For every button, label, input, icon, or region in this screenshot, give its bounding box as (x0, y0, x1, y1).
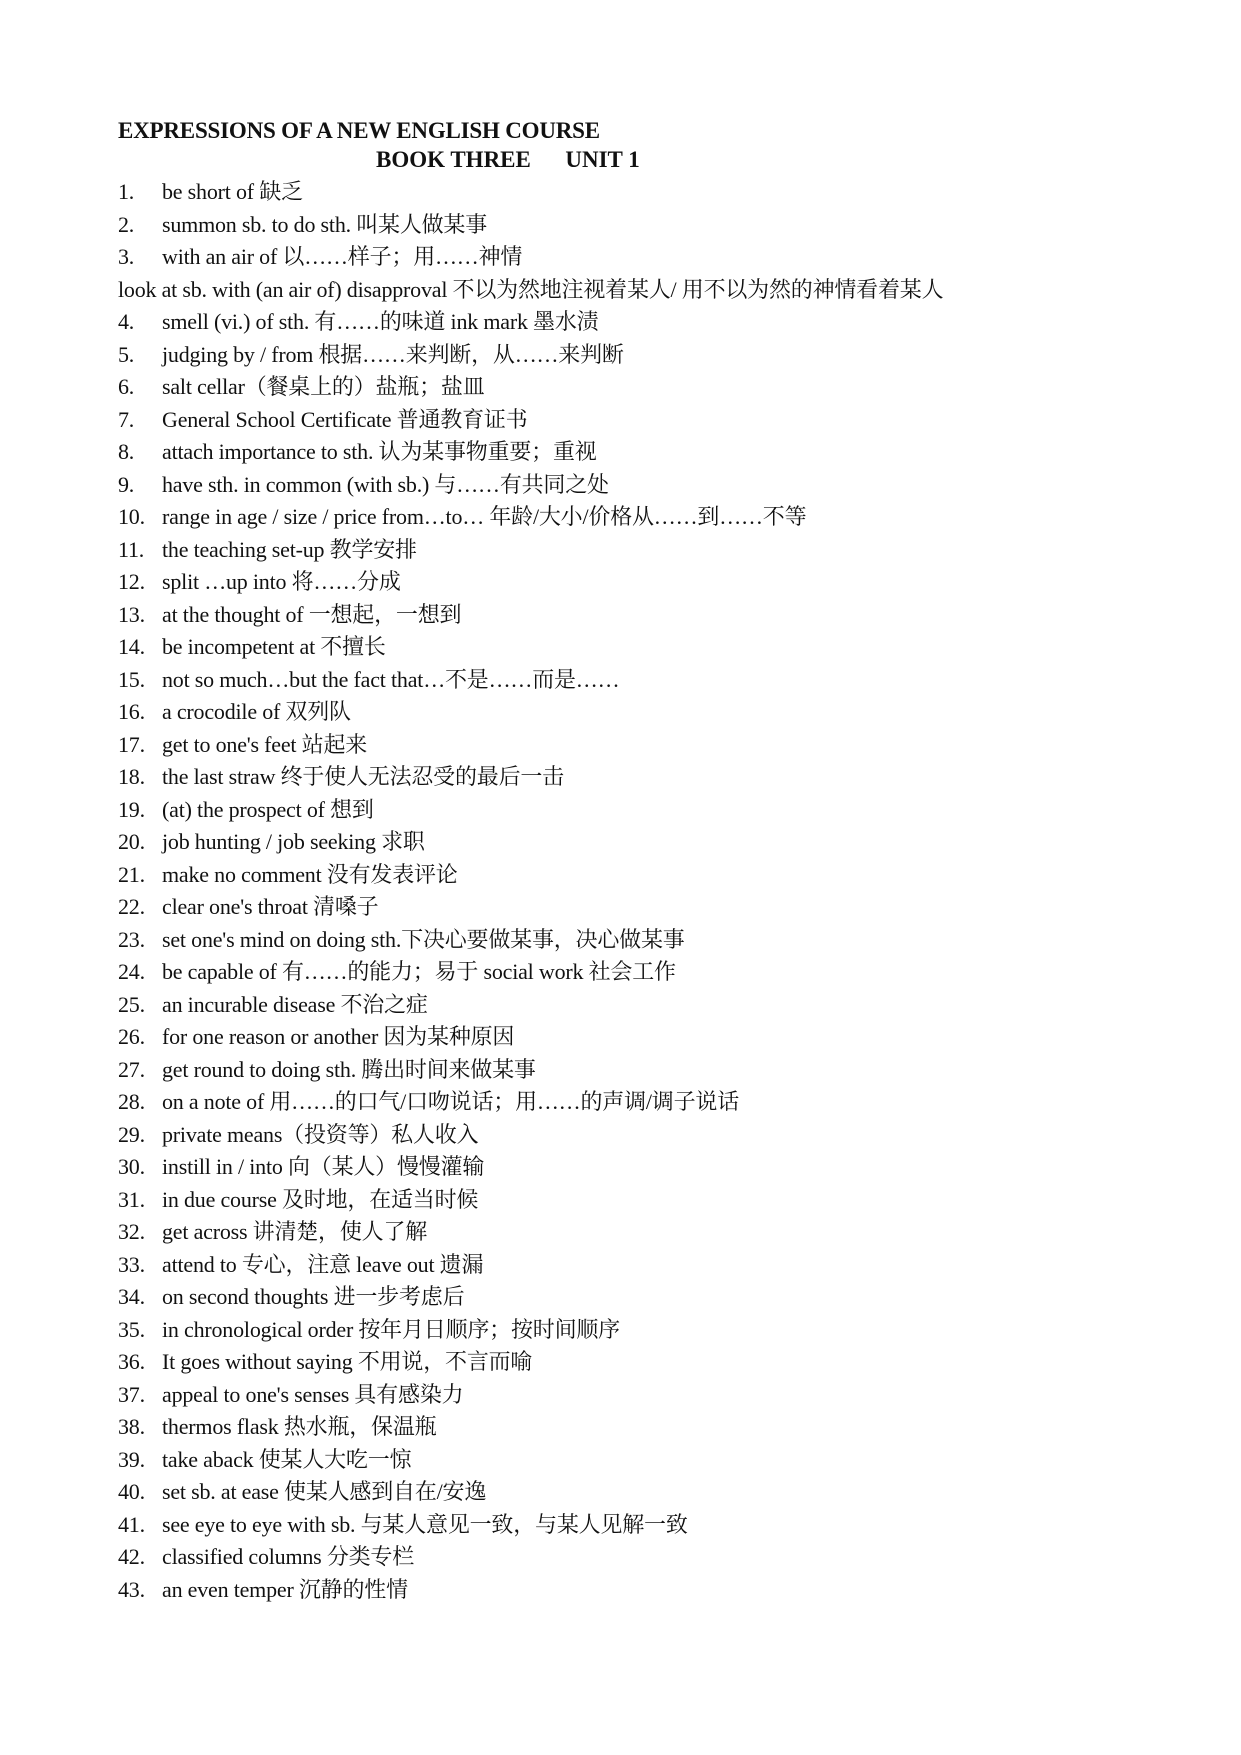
item-number: 39. (118, 1446, 145, 1472)
list-item (118, 989, 1208, 1022)
item-text: range in age / size / price from…to… 年龄/大小/价格从……到……不等 (162, 504, 807, 529)
item-number: 26. (118, 1024, 145, 1049)
list-item (118, 306, 1208, 339)
item-text: not so much…but the fact that…不是……而是…… (162, 666, 620, 692)
item-number: 19. (118, 796, 145, 822)
item-text: with an air of 以……样子；用……神情 (162, 244, 523, 269)
item-number: 4. (118, 309, 135, 334)
document-subtitle: BOOK THREE UNIT 1 (376, 147, 640, 172)
list-item (118, 924, 1208, 957)
item-text: set sb. at ease 使某人感到自在/安逸 (162, 1479, 487, 1504)
item-text: take aback 使某人大吃一惊 (162, 1446, 412, 1472)
list-item (118, 956, 1208, 989)
item-number: 14. (118, 634, 145, 659)
item-text: summon sb. to do sth. 叫某人做某事 (162, 211, 488, 237)
list-item (118, 1216, 1208, 1249)
item-text: get round to doing sth. 腾出时间来做某事 (162, 1056, 536, 1082)
list-item (118, 1476, 1208, 1509)
item-number: 22. (118, 894, 145, 919)
item-text: have sth. in common (with sb.) 与……有共同之处 (162, 471, 609, 497)
item-text: thermos flask 热水瓶，保温瓶 (162, 1414, 437, 1439)
item-number: 40. (118, 1479, 145, 1504)
item-number: 6. (118, 374, 135, 399)
item-text: on second thoughts 进一步考虑后 (162, 1284, 465, 1309)
item-number: 33. (118, 1251, 145, 1277)
item-number: 18. (118, 764, 145, 789)
list-item (118, 1249, 1208, 1282)
item-number: 16. (118, 699, 145, 724)
item-number: 42. (118, 1544, 145, 1569)
item-number: 17. (118, 731, 145, 757)
item-number: 25. (118, 991, 145, 1017)
list-item (118, 274, 1208, 307)
list-item (118, 696, 1208, 729)
list-item (118, 891, 1208, 924)
item-text: split …up into 将……分成 (162, 569, 401, 594)
list-item (118, 501, 1208, 534)
list-item (118, 794, 1208, 827)
list-item (118, 469, 1208, 502)
item-text: get across 讲清楚，使人了解 (162, 1219, 428, 1244)
item-text: on a note of 用……的口气/口吻说话；用……的声调/调子说话 (162, 1089, 739, 1114)
expression-list (118, 176, 1208, 1606)
list-item (118, 436, 1208, 469)
item-text: in due course 及时地，在适当时候 (162, 1186, 479, 1212)
item-text: attend to 专心，注意 leave out 遗漏 (162, 1251, 484, 1277)
list-item (118, 209, 1208, 242)
item-text: for one reason or another 因为某种原因 (162, 1024, 515, 1049)
item-number: 24. (118, 959, 145, 984)
item-number: 9. (118, 471, 135, 497)
item-text: an incurable disease 不治之症 (162, 991, 428, 1017)
item-text: (at) the prospect of 想到 (162, 796, 374, 822)
item-text: instill in / into 向（某人）慢慢灌输 (162, 1154, 485, 1179)
list-item (118, 859, 1208, 892)
item-text: private means（投资等）私人收入 (162, 1121, 479, 1147)
list-item (118, 534, 1208, 567)
item-number: 5. (118, 341, 135, 367)
item-text: the last straw 终于使人无法忍受的最后一击 (162, 764, 564, 789)
item-text: clear one's throat 清嗓子 (162, 894, 379, 919)
item-number: 7. (118, 406, 135, 432)
item-number: 3. (118, 244, 135, 269)
list-item (118, 761, 1208, 794)
item-text: get to one's feet 站起来 (162, 731, 368, 757)
item-text: be short of 缺乏 (162, 179, 303, 204)
item-text: salt cellar（餐桌上的）盐瓶；盐皿 (162, 374, 485, 399)
item-number: 21. (118, 861, 145, 887)
item-text: be incompetent at 不擅长 (162, 634, 386, 659)
item-number: 20. (118, 829, 145, 854)
list-item (118, 1119, 1208, 1152)
item-number: 29. (118, 1121, 145, 1147)
list-item (118, 1281, 1208, 1314)
item-text: classified columns 分类专栏 (162, 1544, 415, 1569)
item-number: 2. (118, 211, 135, 237)
list-item (118, 631, 1208, 664)
item-number: 12. (118, 569, 145, 594)
item-text: make no comment 没有发表评论 (162, 861, 458, 887)
list-item (118, 1314, 1208, 1347)
item-number: 13. (118, 601, 145, 627)
list-item (118, 599, 1208, 632)
item-number: 34. (118, 1284, 145, 1309)
list-item (118, 1184, 1208, 1217)
list-item (118, 339, 1208, 372)
item-text: see eye to eye with sb. 与某人意见一致，与某人见解一致 (162, 1511, 688, 1537)
list-item (118, 566, 1208, 599)
item-number: 28. (118, 1089, 145, 1114)
item-text: set one's mind on doing sth.下决心要做某事，决心做某事 (162, 926, 685, 952)
item-text: be capable of 有……的能力；易于 social work 社会工作 (162, 959, 676, 984)
item-text: job hunting / job seeking 求职 (162, 829, 425, 854)
item-number: 1. (118, 179, 135, 204)
item-number: 8. (118, 439, 135, 464)
item-number: 43. (118, 1576, 145, 1602)
list-item (118, 1054, 1208, 1087)
item-text: It goes without saying 不用说，不言而喻 (162, 1349, 533, 1374)
item-number: 10. (118, 504, 145, 529)
item-number: 31. (118, 1186, 145, 1212)
list-item (118, 826, 1208, 859)
list-item (118, 404, 1208, 437)
item-text: judging by / from 根据……来判断，从……来判断 (162, 341, 624, 367)
list-item (118, 664, 1208, 697)
list-item (118, 371, 1208, 404)
list-item (118, 1444, 1208, 1477)
list-item (118, 1151, 1208, 1184)
item-text: look at sb. with (an air of) disapproval 不以为然地注视着某人/ 用不以为然的神情看着某人 (118, 276, 944, 302)
list-item (118, 1574, 1208, 1607)
item-text: in chronological order 按年月日顺序；按时间顺序 (162, 1316, 620, 1342)
list-item (118, 1086, 1208, 1119)
item-number: 38. (118, 1414, 145, 1439)
item-number: 32. (118, 1219, 145, 1244)
item-text: General School Certificate 普通教育证书 (162, 406, 528, 432)
item-number: 35. (118, 1316, 145, 1342)
item-number: 30. (118, 1154, 145, 1179)
item-text: smell (vi.) of sth. 有……的味道 ink mark 墨水渍 (162, 309, 599, 334)
item-text: a crocodile of 双列队 (162, 699, 351, 724)
list-item (118, 1411, 1208, 1444)
item-text: appeal to one's senses 具有感染力 (162, 1381, 464, 1407)
item-number: 36. (118, 1349, 145, 1374)
item-number: 27. (118, 1056, 145, 1082)
item-text: at the thought of 一想起，一想到 (162, 601, 462, 627)
list-item (118, 176, 1208, 209)
list-item (118, 729, 1208, 762)
item-number: 23. (118, 926, 145, 952)
item-number: 11. (118, 536, 145, 562)
item-number: 41. (118, 1511, 145, 1537)
item-text: an even temper 沉静的性情 (162, 1576, 408, 1602)
list-item (118, 1021, 1208, 1054)
item-number: 15. (118, 666, 145, 692)
item-text: attach importance to sth. 认为某事物重要；重视 (162, 439, 597, 464)
list-item (118, 1509, 1208, 1542)
list-item (118, 241, 1208, 274)
item-text: the teaching set-up 教学安排 (162, 536, 417, 562)
item-number: 37. (118, 1381, 145, 1407)
list-item (118, 1346, 1208, 1379)
list-item (118, 1379, 1208, 1412)
document-title: EXPRESSIONS OF A NEW ENGLISH COURSE (118, 118, 600, 143)
list-item (118, 1541, 1208, 1574)
